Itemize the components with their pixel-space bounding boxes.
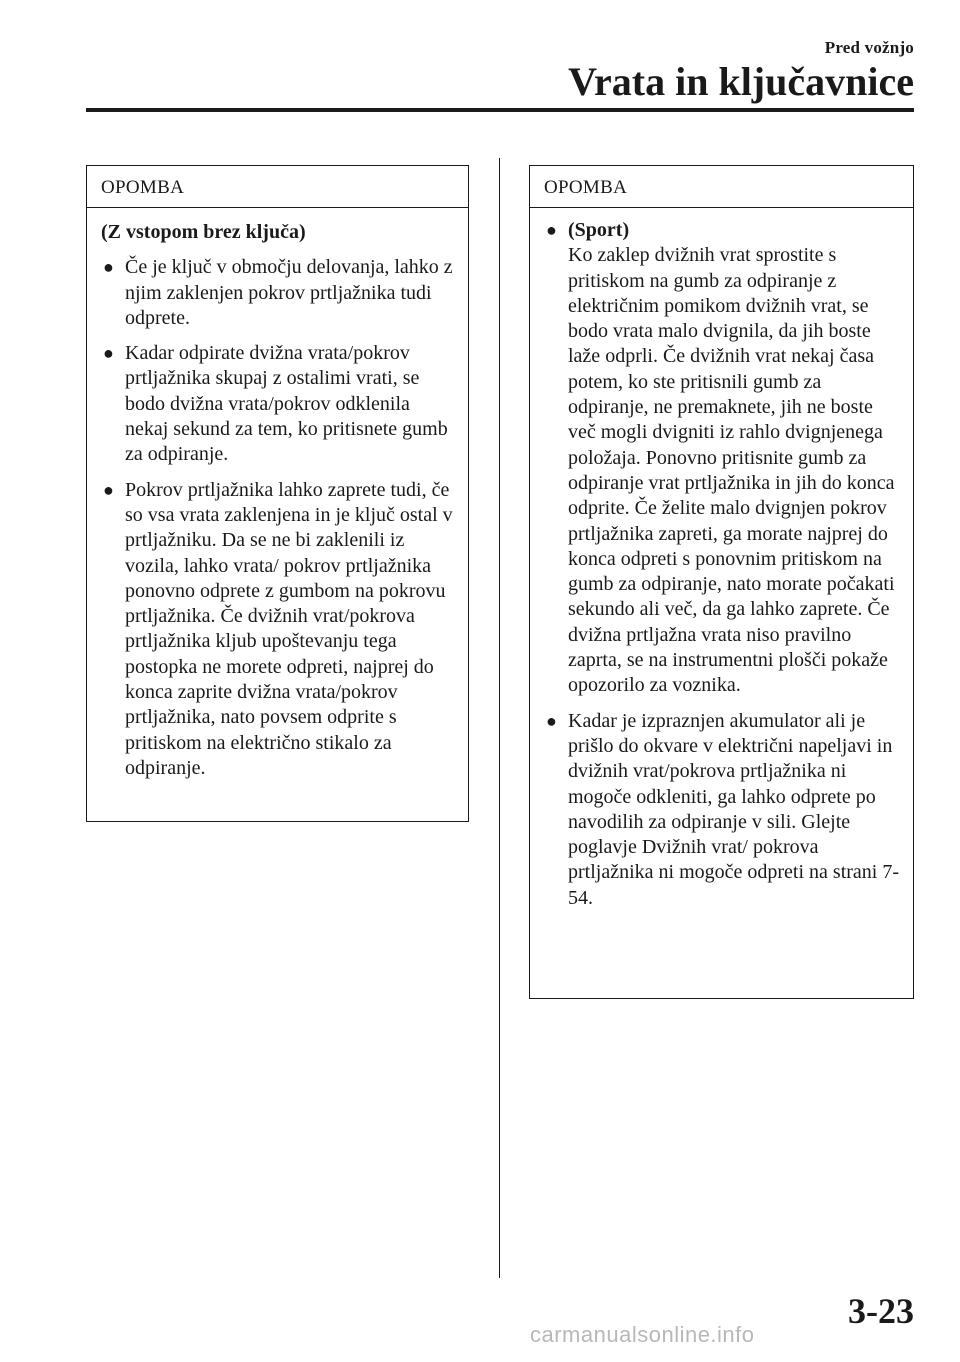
list-item-text: Pokrov prtljažnika lahko zaprete tudi, če so vsa vrata zaklenjena in je ključ ostal v prtljažniku. Da se ne bi zaklenili iz vozila, lahko vrata/ pokrov prtljažnika ponovno odprete z gumbom na pokrovu prtljažnika. Če dvižnih vrat/pokrova prtljažnika kljub upoštevanju tega postopka ne morete odpreti, najprej do konca zaprite dvižna vrata/pokrov prtljažnika, nato povsem odprite s pritiskom na električno stikalo za odpiranje. (125, 478, 453, 779)
list-item (544, 218, 901, 699)
bullet-icon: ● (546, 710, 557, 731)
page-title: Vrata in ključavnice (568, 59, 914, 104)
header-rule (86, 108, 914, 112)
list-item-title: (Sport) (568, 219, 630, 241)
bullet-icon: ● (103, 343, 114, 364)
list-item-text: Ko zaklep dvižnih vrat sprostite s pritiskom na gumb za odpiranje z električnim pomikom dvižnih vrat, se bodo vrata malo dvignila, da jih boste laže odprli. Če dvižnih vrat nekaj časa potem, ko ste pritisnili gumb za odpiranje, ne premaknete, jih ne boste več mogli dvigniti iz rahlo dvignjenega položaja. Ponovno pritisnite gumb za odpiranje vrat prtljažnika in jih do konca odprite. Če želite malo dvignjen pokrov prtljažnika zapreti, ga morate najprej do konca odpreti s ponovnim pritiskom na gumb za odpiranje, nato morate počakati sekundo ali več, da ga lahko zaprete. Če dvižna prtljažna vrata niso pravilno zaprta, se na instrumentni plošči pokaže opozorilo za voznika. (568, 244, 895, 697)
note-box-right (529, 165, 914, 999)
bullet-icon: ● (546, 220, 557, 240)
section-label: Pred vožnjo (824, 38, 914, 57)
list-item (544, 709, 901, 911)
page-number: 3-23 (848, 1291, 914, 1331)
list-item-text: Če je ključ v območju delovanja, lahko z njim zaklenjen pokrov prtljažnika tudi odprete. (125, 256, 453, 329)
note-subheading: (Z vstopom brez ključa) (101, 221, 306, 243)
list-item-text: Kadar je izpraznjen akumulator ali je prišlo do okvare v električni napeljavi in dvižnih vrat/pokrova prtljažnika ni mogoče odkleniti, ga lahko odprete po navodilih za odpiranje v sili. Glejte poglavje Dvižnih vrat/ pokrova prtljažnika ni mogoče odpreti na strani 7-54. (568, 709, 900, 909)
note-box-left (86, 165, 469, 822)
list-item (101, 341, 456, 467)
list-item (101, 478, 456, 782)
note-heading: OPOMBA (530, 166, 913, 208)
column-divider (499, 158, 500, 1278)
list-item (101, 255, 456, 331)
list-item-text: Kadar odpirate dvižna vrata/pokrov prtljažnika skupaj z ostalimi vrati, se bodo dvižna vrata/pokrov odklenila nekaj sekund za tem, ko pritisnete gumb za odpiranje. (125, 342, 448, 466)
bullet-icon: ● (103, 257, 114, 278)
watermark: carmanualsonline.info (530, 1322, 755, 1347)
bullet-icon: ● (103, 479, 114, 500)
note-heading: OPOMBA (87, 166, 468, 208)
